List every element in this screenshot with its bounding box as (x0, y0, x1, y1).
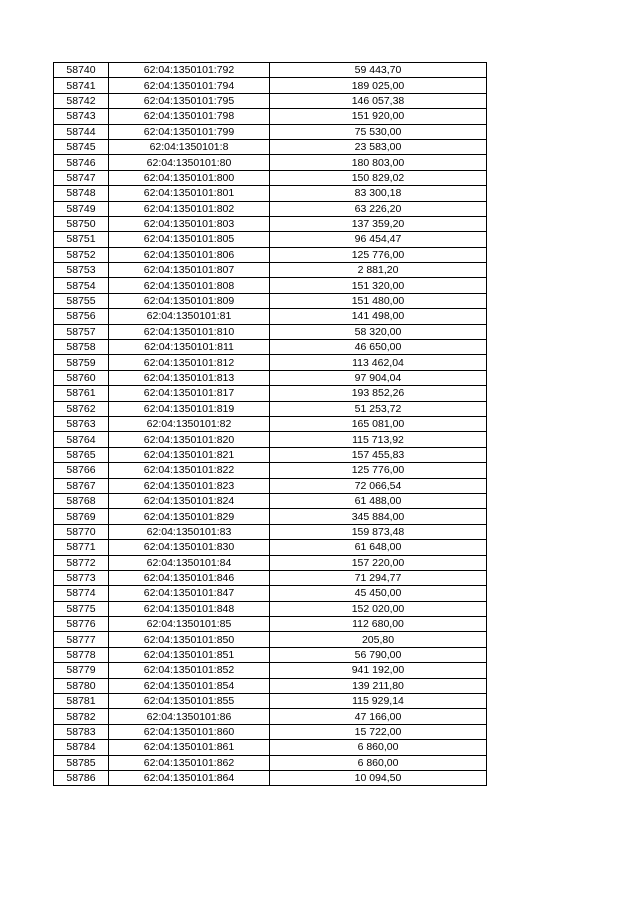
cadastral-number-cell: 62:04:1350101:80 (109, 155, 270, 170)
table-row (54, 694, 487, 709)
value-cell: 345 884,00 (270, 509, 487, 524)
row-number-cell: 58765 (54, 447, 109, 462)
row-number-cell: 58776 (54, 617, 109, 632)
value-cell: 61 488,00 (270, 493, 487, 508)
cadastral-number-cell: 62:04:1350101:803 (109, 216, 270, 231)
table-row (54, 93, 487, 108)
table-row (54, 663, 487, 678)
table-body (54, 63, 487, 786)
value-cell: 151 480,00 (270, 293, 487, 308)
cadastral-number-cell: 62:04:1350101:846 (109, 570, 270, 585)
row-number-cell: 58759 (54, 355, 109, 370)
table-row (54, 647, 487, 662)
row-number-cell: 58760 (54, 370, 109, 385)
row-number-cell: 58748 (54, 186, 109, 201)
table-row (54, 216, 487, 231)
value-cell: 46 650,00 (270, 340, 487, 355)
table-row (54, 478, 487, 493)
row-number-cell: 58772 (54, 555, 109, 570)
row-number-cell: 58764 (54, 432, 109, 447)
value-cell: 72 066,54 (270, 478, 487, 493)
row-number-cell: 58780 (54, 678, 109, 693)
table-row (54, 432, 487, 447)
value-cell: 151 320,00 (270, 278, 487, 293)
cadastral-number-cell: 62:04:1350101:84 (109, 555, 270, 570)
table-row (54, 124, 487, 139)
table-row (54, 324, 487, 339)
table-row (54, 570, 487, 585)
row-number-cell: 58763 (54, 416, 109, 431)
table-row (54, 386, 487, 401)
table-row (54, 247, 487, 262)
value-cell: 2 881,20 (270, 263, 487, 278)
row-number-cell: 58769 (54, 509, 109, 524)
table-row (54, 139, 487, 154)
cadastral-number-cell: 62:04:1350101:810 (109, 324, 270, 339)
table-row (54, 709, 487, 724)
cadastral-number-cell: 62:04:1350101:823 (109, 478, 270, 493)
cadastral-number-cell: 62:04:1350101:811 (109, 340, 270, 355)
cadastral-number-cell: 62:04:1350101:824 (109, 493, 270, 508)
cadastral-number-cell: 62:04:1350101:799 (109, 124, 270, 139)
cadastral-number-cell: 62:04:1350101:800 (109, 170, 270, 185)
row-number-cell: 58783 (54, 724, 109, 739)
row-number-cell: 58742 (54, 93, 109, 108)
cadastral-number-cell: 62:04:1350101:812 (109, 355, 270, 370)
row-number-cell: 58758 (54, 340, 109, 355)
table-row (54, 601, 487, 616)
table-row (54, 293, 487, 308)
row-number-cell: 58756 (54, 309, 109, 324)
cadastral-number-cell: 62:04:1350101:792 (109, 63, 270, 78)
value-cell: 941 192,00 (270, 663, 487, 678)
table-row (54, 740, 487, 755)
table-row (54, 370, 487, 385)
row-number-cell: 58781 (54, 694, 109, 709)
row-number-cell: 58784 (54, 740, 109, 755)
cadastral-number-cell: 62:04:1350101:830 (109, 540, 270, 555)
cadastral-number-cell: 62:04:1350101:821 (109, 447, 270, 462)
table-row (54, 509, 487, 524)
table-row (54, 755, 487, 770)
value-cell: 56 790,00 (270, 647, 487, 662)
table-row (54, 109, 487, 124)
row-number-cell: 58778 (54, 647, 109, 662)
table-row (54, 586, 487, 601)
value-cell: 47 166,00 (270, 709, 487, 724)
cadastral-number-cell: 62:04:1350101:854 (109, 678, 270, 693)
row-number-cell: 58743 (54, 109, 109, 124)
row-number-cell: 58767 (54, 478, 109, 493)
cadastral-number-cell: 62:04:1350101:850 (109, 632, 270, 647)
table-row (54, 263, 487, 278)
row-number-cell: 58775 (54, 601, 109, 616)
cadastral-number-cell: 62:04:1350101:813 (109, 370, 270, 385)
cadastral-number-cell: 62:04:1350101:822 (109, 463, 270, 478)
row-number-cell: 58771 (54, 540, 109, 555)
cadastral-number-cell: 62:04:1350101:829 (109, 509, 270, 524)
value-cell: 51 253,72 (270, 401, 487, 416)
cadastral-number-cell: 62:04:1350101:794 (109, 78, 270, 93)
table-row (54, 770, 487, 785)
cadastral-number-cell: 62:04:1350101:848 (109, 601, 270, 616)
row-number-cell: 58746 (54, 155, 109, 170)
value-cell: 45 450,00 (270, 586, 487, 601)
value-cell: 96 454,47 (270, 232, 487, 247)
table-row (54, 201, 487, 216)
table-row (54, 170, 487, 185)
cadastral-number-cell: 62:04:1350101:819 (109, 401, 270, 416)
value-cell: 75 530,00 (270, 124, 487, 139)
value-cell: 125 776,00 (270, 463, 487, 478)
row-number-cell: 58751 (54, 232, 109, 247)
table-row (54, 278, 487, 293)
cadastral-number-cell: 62:04:1350101:851 (109, 647, 270, 662)
value-cell: 137 359,20 (270, 216, 487, 231)
value-cell: 150 829,02 (270, 170, 487, 185)
value-cell: 23 583,00 (270, 139, 487, 154)
cadastral-number-cell: 62:04:1350101:8 (109, 139, 270, 154)
cadastral-number-cell: 62:04:1350101:817 (109, 386, 270, 401)
value-cell: 157 455,83 (270, 447, 487, 462)
table-row (54, 447, 487, 462)
value-cell: 205,80 (270, 632, 487, 647)
value-cell: 115 713,92 (270, 432, 487, 447)
value-cell: 10 094,50 (270, 770, 487, 785)
cadastral-number-cell: 62:04:1350101:86 (109, 709, 270, 724)
cadastral-number-cell: 62:04:1350101:795 (109, 93, 270, 108)
row-number-cell: 58782 (54, 709, 109, 724)
value-cell: 59 443,70 (270, 63, 487, 78)
table-row (54, 493, 487, 508)
row-number-cell: 58741 (54, 78, 109, 93)
table-row (54, 555, 487, 570)
row-number-cell: 58766 (54, 463, 109, 478)
row-number-cell: 58768 (54, 493, 109, 508)
value-cell: 141 498,00 (270, 309, 487, 324)
value-cell: 146 057,38 (270, 93, 487, 108)
cadastral-number-cell: 62:04:1350101:861 (109, 740, 270, 755)
row-number-cell: 58754 (54, 278, 109, 293)
row-number-cell: 58770 (54, 524, 109, 539)
table-row (54, 678, 487, 693)
row-number-cell: 58757 (54, 324, 109, 339)
cadastral-number-cell: 62:04:1350101:860 (109, 724, 270, 739)
cadastral-number-cell: 62:04:1350101:806 (109, 247, 270, 262)
table-row (54, 309, 487, 324)
cadastral-number-cell: 62:04:1350101:807 (109, 263, 270, 278)
value-cell: 58 320,00 (270, 324, 487, 339)
row-number-cell: 58744 (54, 124, 109, 139)
row-number-cell: 58755 (54, 293, 109, 308)
table-row (54, 355, 487, 370)
cadastral-number-cell: 62:04:1350101:855 (109, 694, 270, 709)
cadastral-number-cell: 62:04:1350101:85 (109, 617, 270, 632)
cadastral-number-cell: 62:04:1350101:847 (109, 586, 270, 601)
row-number-cell: 58753 (54, 263, 109, 278)
row-number-cell: 58749 (54, 201, 109, 216)
row-number-cell: 58750 (54, 216, 109, 231)
table-row (54, 232, 487, 247)
table-row (54, 416, 487, 431)
table-row (54, 617, 487, 632)
row-number-cell: 58745 (54, 139, 109, 154)
value-cell: 63 226,20 (270, 201, 487, 216)
value-cell: 125 776,00 (270, 247, 487, 262)
value-cell: 189 025,00 (270, 78, 487, 93)
value-cell: 6 860,00 (270, 755, 487, 770)
table-row (54, 632, 487, 647)
row-number-cell: 58779 (54, 663, 109, 678)
value-cell: 139 211,80 (270, 678, 487, 693)
cadastral-number-cell: 62:04:1350101:82 (109, 416, 270, 431)
value-cell: 193 852,26 (270, 386, 487, 401)
table-row (54, 540, 487, 555)
data-table (53, 62, 487, 786)
value-cell: 61 648,00 (270, 540, 487, 555)
table-row (54, 401, 487, 416)
row-number-cell: 58761 (54, 386, 109, 401)
cadastral-number-cell: 62:04:1350101:808 (109, 278, 270, 293)
value-cell: 165 081,00 (270, 416, 487, 431)
value-cell: 157 220,00 (270, 555, 487, 570)
row-number-cell: 58762 (54, 401, 109, 416)
value-cell: 15 722,00 (270, 724, 487, 739)
cadastral-number-cell: 62:04:1350101:802 (109, 201, 270, 216)
cadastral-number-cell: 62:04:1350101:805 (109, 232, 270, 247)
cadastral-number-cell: 62:04:1350101:81 (109, 309, 270, 324)
cadastral-number-cell: 62:04:1350101:798 (109, 109, 270, 124)
cadastral-number-cell: 62:04:1350101:864 (109, 770, 270, 785)
table-row (54, 724, 487, 739)
row-number-cell: 58785 (54, 755, 109, 770)
cadastral-number-cell: 62:04:1350101:852 (109, 663, 270, 678)
cadastral-number-cell: 62:04:1350101:83 (109, 524, 270, 539)
table-row (54, 524, 487, 539)
table-row (54, 155, 487, 170)
row-number-cell: 58752 (54, 247, 109, 262)
value-cell: 151 920,00 (270, 109, 487, 124)
row-number-cell: 58777 (54, 632, 109, 647)
cadastral-number-cell: 62:04:1350101:862 (109, 755, 270, 770)
cadastral-number-cell: 62:04:1350101:820 (109, 432, 270, 447)
value-cell: 6 860,00 (270, 740, 487, 755)
value-cell: 113 462,04 (270, 355, 487, 370)
row-number-cell: 58774 (54, 586, 109, 601)
cadastral-number-cell: 62:04:1350101:801 (109, 186, 270, 201)
value-cell: 71 294,77 (270, 570, 487, 585)
row-number-cell: 58773 (54, 570, 109, 585)
value-cell: 112 680,00 (270, 617, 487, 632)
value-cell: 97 904,04 (270, 370, 487, 385)
table-row (54, 340, 487, 355)
table-row (54, 186, 487, 201)
row-number-cell: 58747 (54, 170, 109, 185)
table-row (54, 63, 487, 78)
cadastral-number-cell: 62:04:1350101:809 (109, 293, 270, 308)
value-cell: 83 300,18 (270, 186, 487, 201)
value-cell: 180 803,00 (270, 155, 487, 170)
table-row (54, 463, 487, 478)
value-cell: 152 020,00 (270, 601, 487, 616)
value-cell: 159 873,48 (270, 524, 487, 539)
row-number-cell: 58786 (54, 770, 109, 785)
table-row (54, 78, 487, 93)
row-number-cell: 58740 (54, 63, 109, 78)
value-cell: 115 929,14 (270, 694, 487, 709)
